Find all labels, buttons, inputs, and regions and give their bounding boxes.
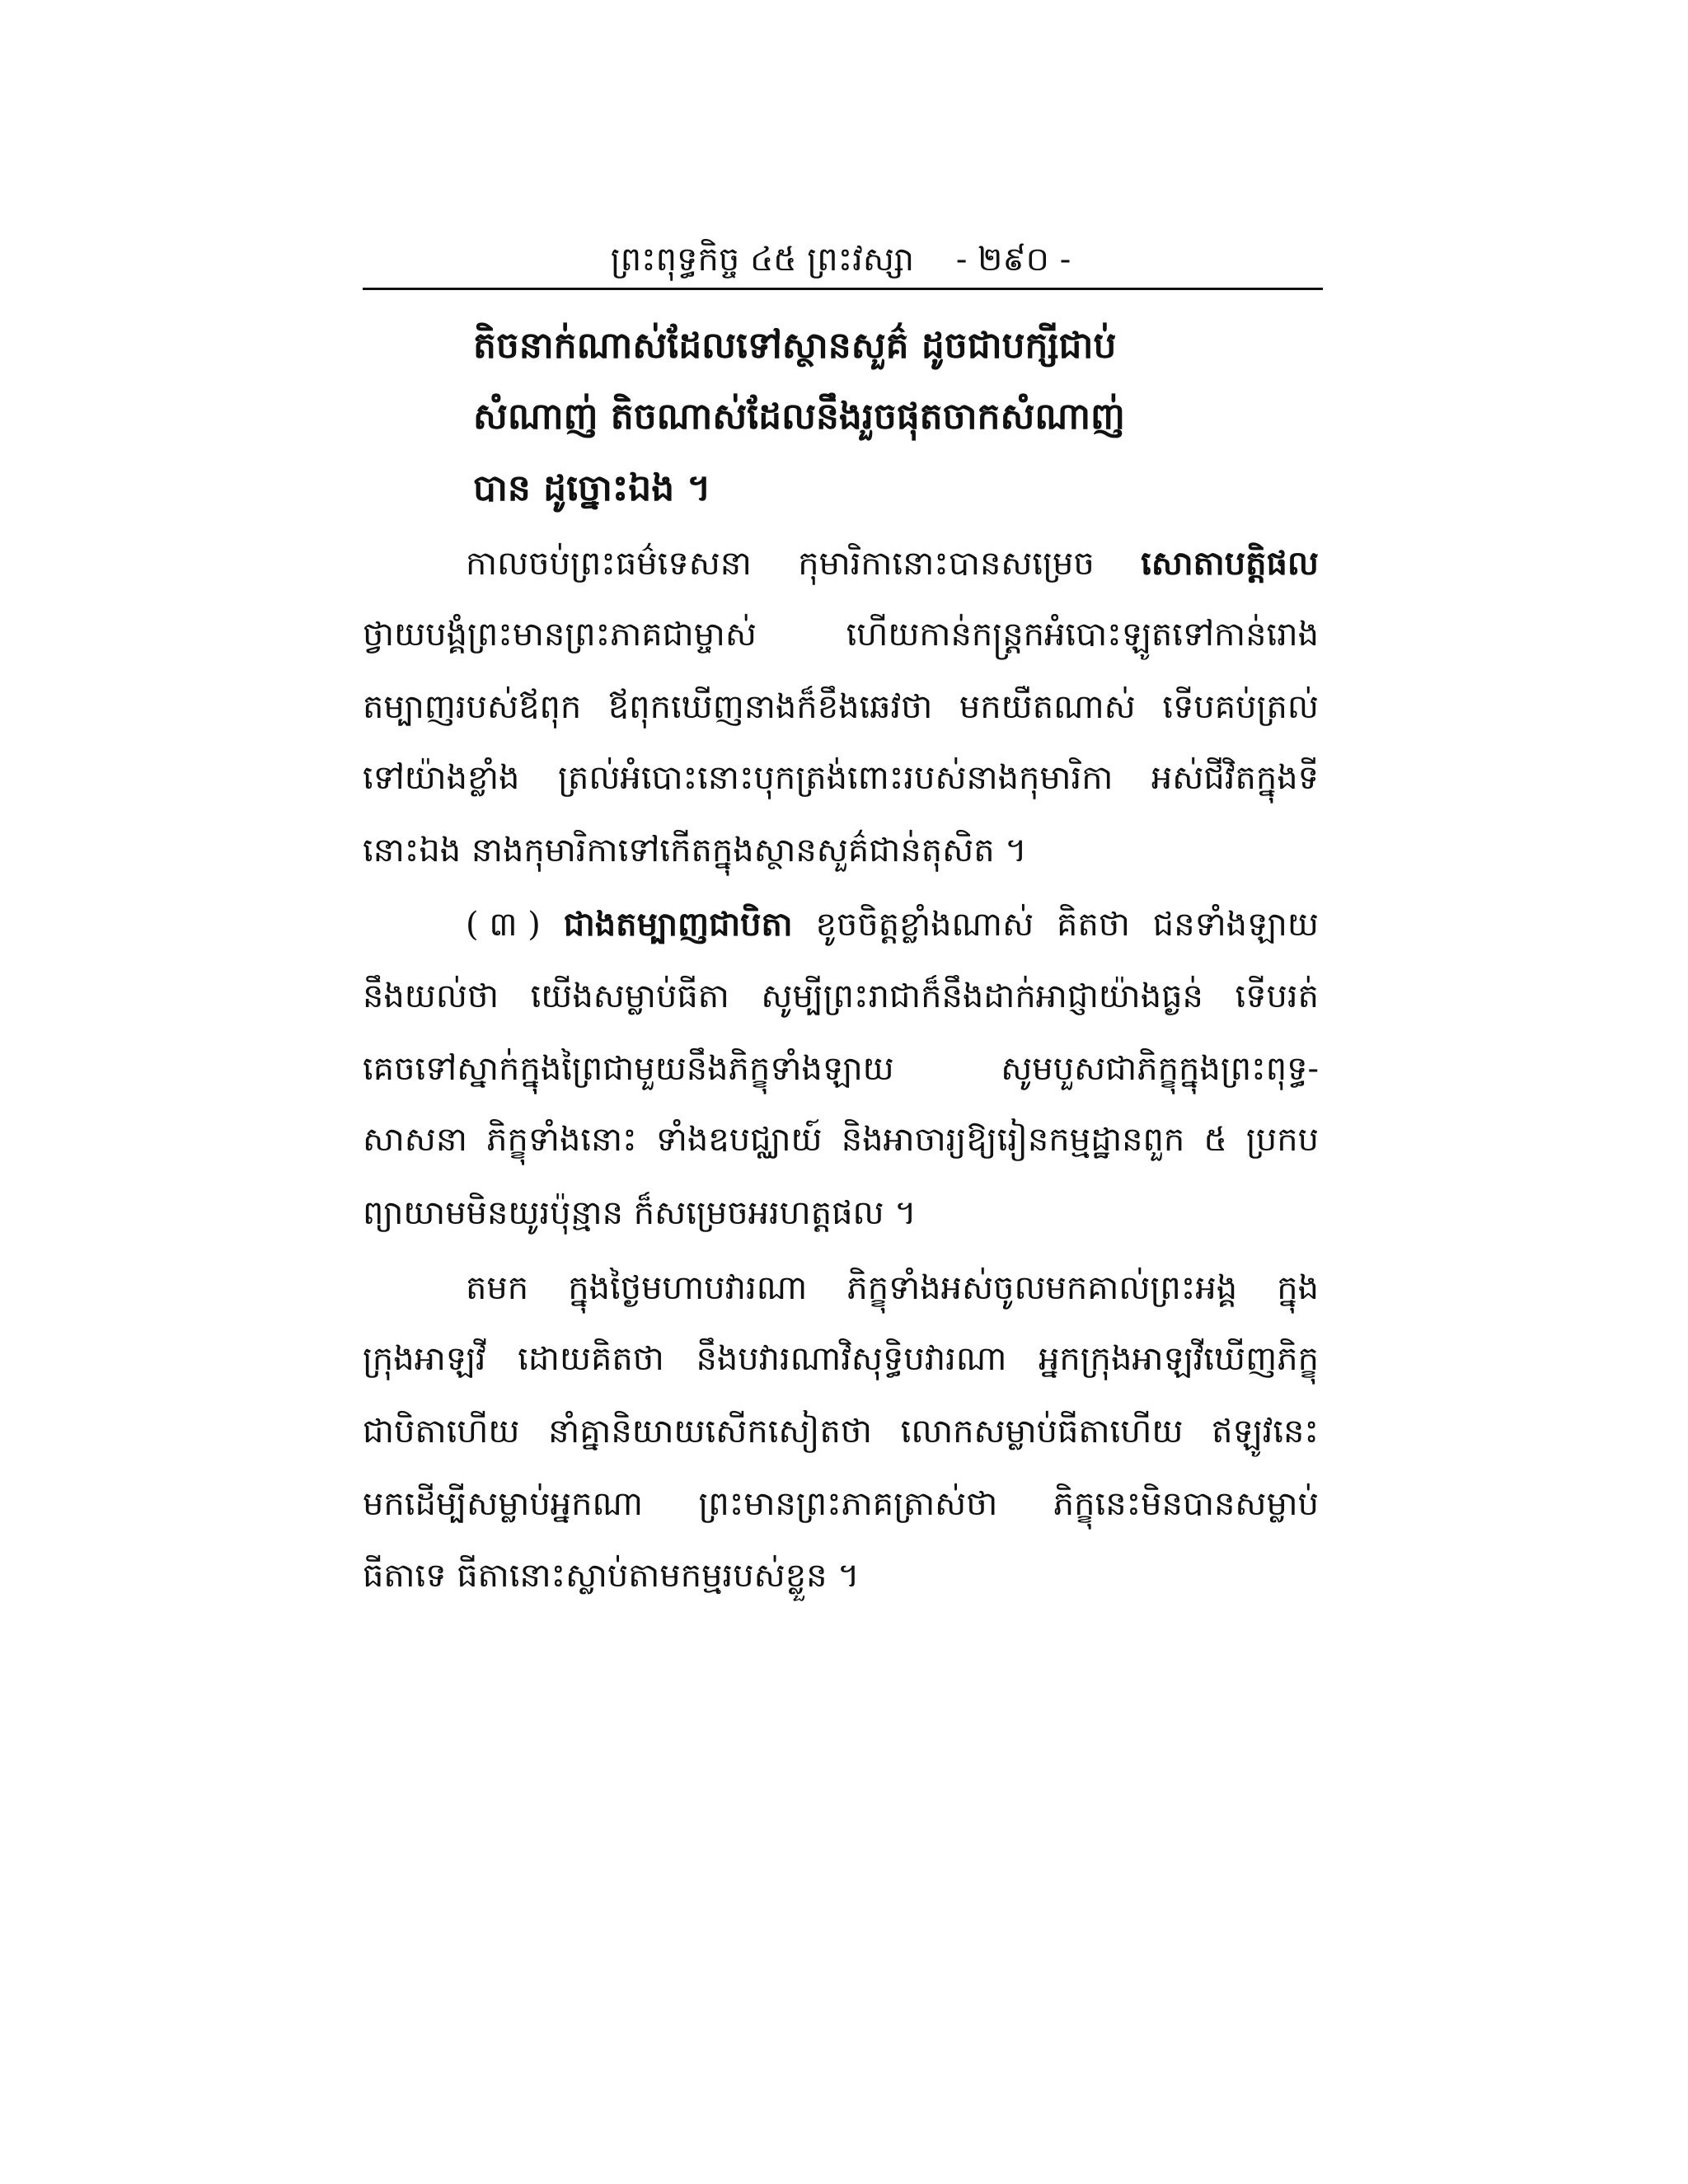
text-segment: តមក	[466, 1269, 529, 1307]
text-segment: ទៅយ៉ាងខ្លាំង	[363, 759, 520, 797]
text-segment: ( ៣ )	[466, 906, 541, 944]
paragraph-line	[363, 752, 1319, 804]
text-segment: គេចទៅស្នាក់ក្នុងព្រៃជាមួយនឹងភិក្ខុទាំងឡាយ	[363, 1050, 894, 1088]
header-rule	[363, 288, 1323, 290]
text-segment: ក្នុង	[1277, 1269, 1319, 1307]
text-segment: ៥	[1203, 1121, 1227, 1159]
verse-line: តិចនាក់ណាស់ដែលទៅស្ថានសួគ៌ ដូចជាបក្សីជាប់	[473, 325, 1117, 367]
text-segment: ទើបរត់	[1235, 977, 1319, 1015]
text-segment: ទាំងឧបជ្ឈាយ៍	[655, 1121, 823, 1159]
text-segment: ថ្វាយបង្គំព្រះមានព្រះភាគជាម្ចាស់	[363, 616, 757, 654]
paragraph-line	[363, 681, 1319, 733]
paragraph-line	[363, 1113, 1319, 1166]
paragraph-line	[466, 898, 1319, 951]
text-segment: ភិក្ខុទាំងនោះ	[486, 1121, 637, 1159]
text-segment: លោកសម្លាប់ធីតាហើយ	[900, 1413, 1184, 1451]
text-segment: ក្រុងអាឡវី	[363, 1340, 486, 1378]
paragraph-line: ធីតាទេ ធីតានោះស្លាប់តាមកម្មរបស់ខ្លួន ។	[363, 1557, 860, 1595]
paragraph-line	[363, 1333, 1319, 1385]
text-segment: មកដើម្បីសម្លាប់អ្នកណា	[363, 1485, 644, 1523]
text-segment: ជនទាំងឡាយ	[1152, 906, 1319, 944]
text-segment: គិតថា	[1057, 906, 1130, 944]
text-segment: កាលចប់ព្រះធម៌ទេសនា	[466, 545, 752, 583]
text-segment: តម្បាញរបស់ឪពុក	[363, 688, 582, 726]
paragraph-line	[363, 608, 1319, 661]
paragraph-line: ព្យាយាមមិនយូរប៉ុន្មាន ក៏សម្រេចអរហត្តផល ។	[363, 1194, 917, 1232]
verse-line: សំណាញ់ តិចណាស់ដែលនឹងរួចផុតចាកសំណាញ់	[473, 396, 1125, 438]
text-segment: ត្រល់អំបោះនោះបុកត្រង់ពោះរបស់នាងកុមារិកា	[558, 759, 1114, 797]
text-segment: យើងសម្លាប់ធីតា	[530, 977, 729, 1015]
paragraph-line	[363, 1405, 1319, 1458]
text-segment: ភិក្ខុទាំងអស់ចូលមកគាល់ព្រះអង្គ	[846, 1269, 1238, 1307]
paragraph-line: នោះឯង នាងកុមារិកាទៅកើតក្នុងស្ថានសួគ៌ជាន់តុសិត ។	[363, 832, 1027, 869]
text-segment: និងអាចារ្យឱ្យរៀនកម្មដ្ឋានពួក	[841, 1121, 1185, 1159]
text-segment-bold: សោតាបត្តិផល	[1141, 544, 1319, 583]
text-segment: សូម្បីព្រះរាជាក៏នឹងដាក់អាជ្ញាយ៉ាងធ្ងន់	[761, 977, 1203, 1015]
paragraph-line	[466, 1262, 1319, 1315]
paragraph-line	[363, 1043, 1319, 1095]
text-segment: ប្រកប	[1245, 1121, 1319, 1159]
paragraph-line	[363, 970, 1319, 1023]
text-segment: អស់ជីវិតក្នុងទី	[1151, 759, 1319, 797]
text-segment: សាសនា	[363, 1121, 467, 1159]
text-segment: ក្នុងថ្ងៃមហាបវារណា	[568, 1269, 808, 1307]
text-segment: ហើយកាន់កន្ត្រកអំបោះឡូតទៅកាន់រោង	[846, 616, 1319, 654]
verse-line: បាន ដូច្នោះឯង ។	[473, 467, 711, 509]
paragraph-line	[466, 537, 1319, 590]
page-header	[363, 237, 1319, 283]
text-segment: នាំគ្នានិយាយសើកសៀតថា	[548, 1413, 872, 1451]
page-number: - ២៩០ -	[955, 241, 1071, 279]
text-segment: ជាបិតាហើយ	[363, 1413, 520, 1451]
text-segment: មកយឺតណាស់	[959, 688, 1136, 726]
text-segment: នឹងបវារណាវិសុទ្ធិបវារណា	[696, 1340, 1007, 1378]
text-segment: នឹងយល់ថា	[363, 977, 499, 1015]
text-segment: ទើបគប់ត្រល់	[1162, 688, 1319, 726]
book-title: ព្រះពុទ្ធកិច្ច ៤៥ ព្រះវស្សា	[610, 241, 914, 279]
text-segment: អ្នកក្រុងអាឡវីឃើញភិក្ខុ	[1038, 1340, 1319, 1378]
text-segment: ឥឡូវនេះ	[1212, 1413, 1319, 1451]
text-segment: សូមបួសជាភិក្ខុក្នុងព្រះពុទ្ធ-	[1001, 1050, 1319, 1088]
text-segment: កុមារិកានោះបានសម្រេច	[798, 545, 1095, 583]
text-segment: ឪពុកឃើញនាងក៏ខឹងឆេវថា	[607, 688, 933, 726]
text-segment: ភិក្ខុនេះមិនបានសម្លាប់	[1053, 1485, 1319, 1523]
paragraph-line	[363, 1478, 1319, 1530]
text-segment-bold: ជាងតម្បាញជាបិតា	[563, 905, 793, 944]
text-segment: ដោយគិតថា	[518, 1340, 664, 1378]
text-segment: ខូចចិត្តខ្លាំងណាស់	[815, 906, 1034, 944]
text-segment: ព្រះមានព្រះភាគត្រាស់ថា	[698, 1485, 998, 1523]
